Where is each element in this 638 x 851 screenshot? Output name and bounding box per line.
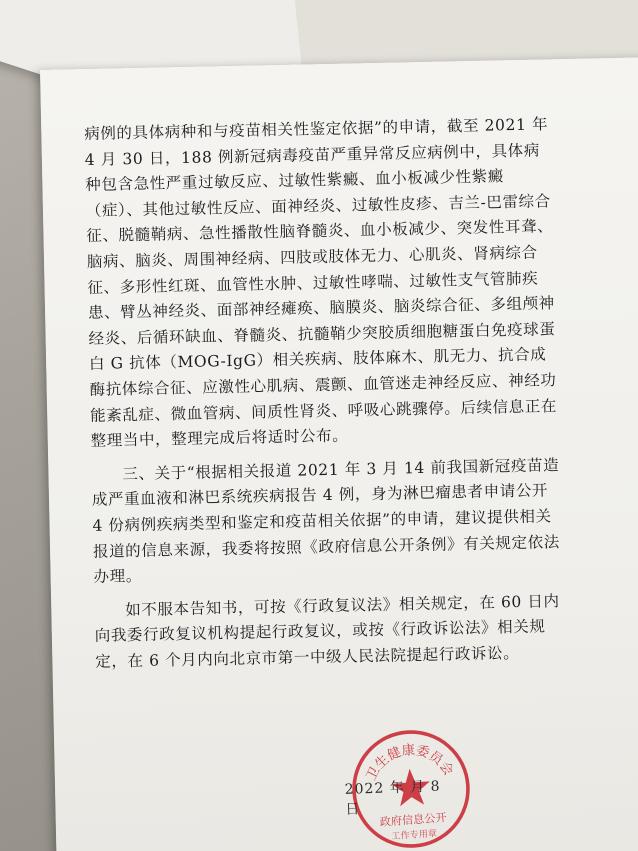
seal-center-text: 政府信息公开 xyxy=(379,811,448,829)
paragraph-appeal-notice: 如不服本告知书，可按《行政复议法》相关规定，在 60 日内向我委行政复议机构提起行政复议，或按《行政诉讼法》相关规定，在 6 个月内向北京市第一中级人民法院提起行政诉讼。 xyxy=(94,591,560,671)
paragraph-item-three: 三、关于“根据相关报道 2021 年 3 月 14 前我国新冠疫苗造成严重血液和淋巴系统疾病报告 4 例，身为淋巴瘤患者申请公开 4 份病例疾病类型和鉴定和疫苗相关依据”的申请，建议提供相关报道的信息来源，我委将按照《政府信息公开条例》有关规定依法办理。 xyxy=(91,455,560,586)
document-body xyxy=(84,112,565,675)
seal-bottom-text: 工作专用章 xyxy=(391,829,438,843)
document-date: 2022 年 月 8 日 xyxy=(344,778,441,818)
paragraph-disease-list: 病例的具体病种和与疫苗相关性鉴定依据”的申请，截至 2021 年 4 月 30 日，188 例新冠病毒疫苗严重异常反应病例中，具体病种包含急性严重过敏反应、过敏性紫癜、血小板减少性紫癜（症）、其他过敏性反应、面神经炎、过敏性皮疹、吉兰-巴雷综合征、脱髓鞘病、急性播散性脑脊髓炎、血小板减少、突发性耳聋、脑病、脑炎、周围神经病、四肢或肢体无力、心肌炎、肾病综合征、多形性红斑、血管性水肿、过敏性哮喘、过敏性支气管肺疾患、臂丛神经炎、面部神经瘫痪、脑膜炎、脑炎综合征、多组颅神经炎、后循环缺血、脊髓炎、抗髓鞘少突胶质细胞糖蛋白免疫球蛋白 G 抗体（MOG-IgG）相关疾病、肢体麻木、肌无力、抗合成酶抗体综合征、应激性心肌病、震颤、血管迷走神经反应、神经功能紊乱症、微血管病、间质性肾炎、呼吸心跳骤停。后续信息正在整理当中，整理完成后将适时公布。 xyxy=(84,115,558,451)
seal-ring-text: 卫生健康委员会 xyxy=(364,743,456,784)
